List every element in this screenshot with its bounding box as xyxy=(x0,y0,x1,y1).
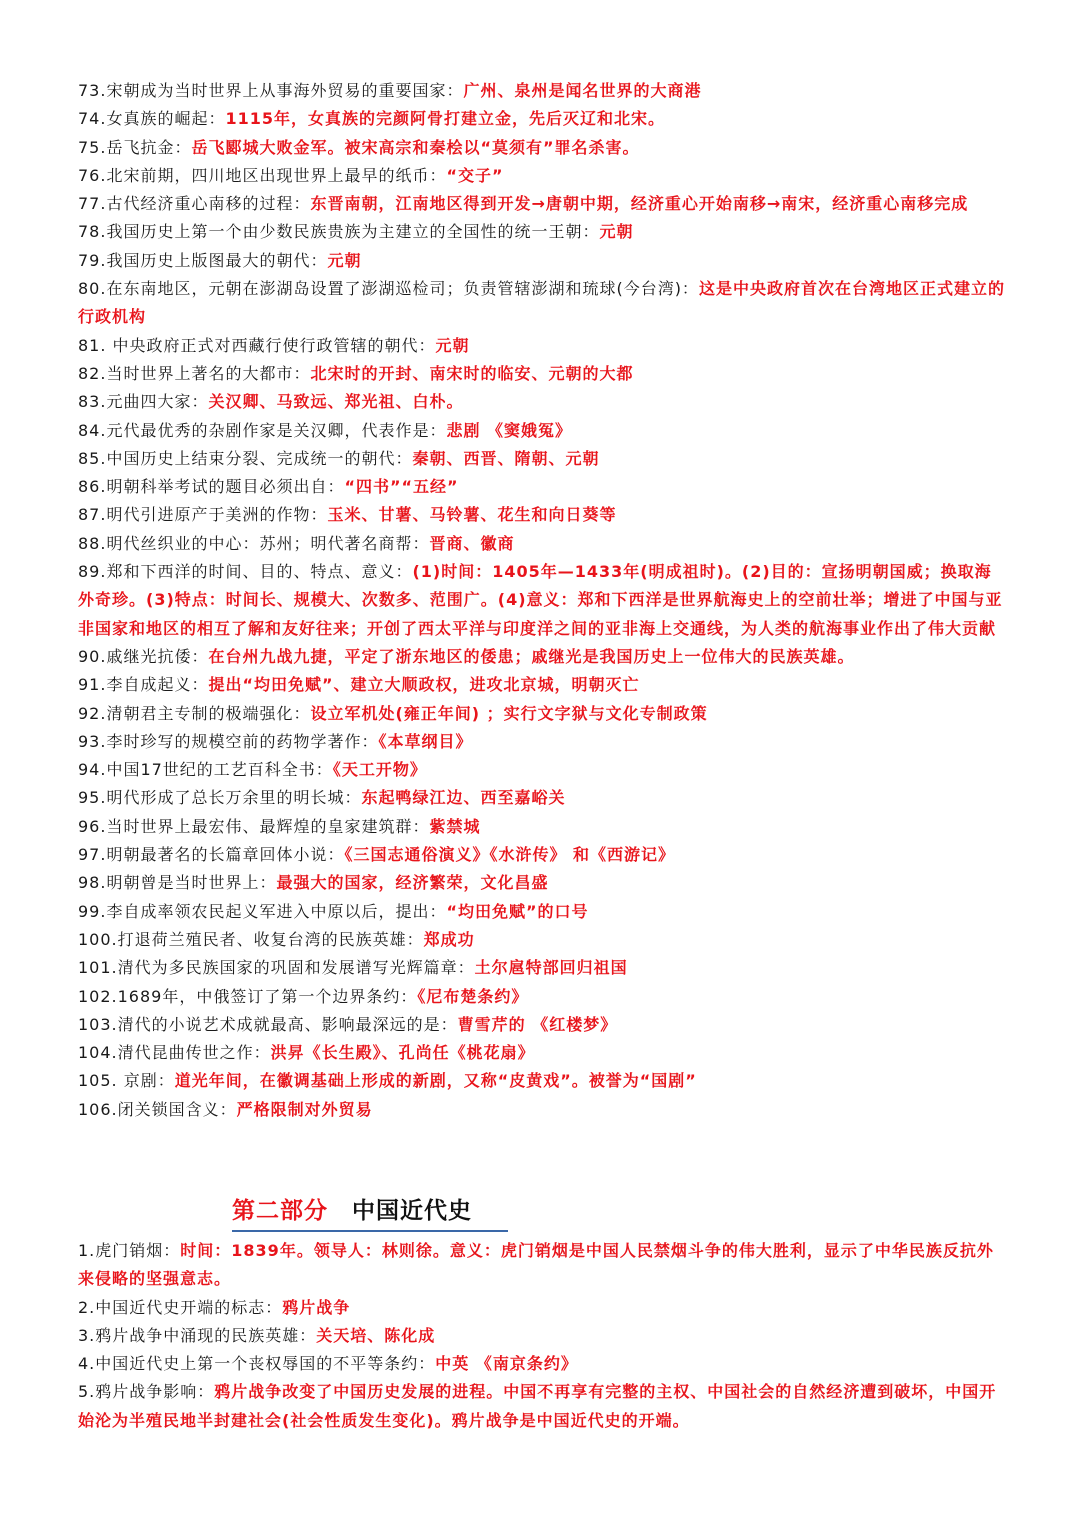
list-item xyxy=(78,643,1008,671)
question: 80.在东南地区，元朝在澎湖岛设置了澎湖巡检司；负责管辖澎湖和琉球(今台湾)： xyxy=(78,279,699,299)
section-heading xyxy=(232,1192,508,1232)
answer: 鸦片战争改变了中国历史发展的进程。中国不再享有完整的主权、中国社会的自然经济遭到破坏，中国开始沦为半殖民地半封建社会(社会性质发生变化)。鸦片战争是中国近代史的开端。 xyxy=(78,1382,997,1430)
question: 87.明代引进原产于美洲的作物： xyxy=(78,505,328,525)
question: 97.明朝最著名的长篇章回体小说： xyxy=(78,845,345,865)
answer: (1)时间：1405年—1433年(明成祖时)。(2)目的：宣扬明朝国威；换取海外奇珍。(3)特点：时间长、规模大、次数多、范围广。(4)意义：郑和下西洋是世界航海史上的空前壮举；增进了中国与亚非国家和地区的相互了解和友好往来；开创了西太平洋与印度洋之间的亚非海上交通线，为人类的航海事业作出了伟大贡献 xyxy=(78,562,1003,638)
list-item xyxy=(78,813,1008,841)
list-item xyxy=(78,473,1008,501)
question: 90.戚继光抗倭： xyxy=(78,646,209,666)
question: 1.虎门销烟： xyxy=(78,1241,181,1260)
answer: 广州、泉州是闻名世界的大商港 xyxy=(463,81,702,100)
list-item xyxy=(78,728,1008,756)
question: 85.中国历史上结束分裂、完成统一的朝代： xyxy=(78,448,413,468)
question: 96.当时世界上最宏伟、最辉煌的皇家建筑群： xyxy=(78,816,430,836)
question: 83.元曲四大家： xyxy=(78,392,209,412)
answer: 这是中央政府首次在台湾地区正式建立的行政机构 xyxy=(78,279,1005,327)
answer: 玉米、甘薯、马铃薯、花生和向日葵等 xyxy=(327,505,617,525)
list-item xyxy=(78,134,1008,162)
question: 4.中国近代史上第一个丧权辱国的不平等条约： xyxy=(78,1354,436,1374)
answer: 在台州九战九捷，平定了浙东地区的倭患；戚继光是我国历史上一位伟大的民族英雄。 xyxy=(208,646,855,666)
answer: 中英 《南京条约》 xyxy=(435,1354,578,1374)
list-item xyxy=(78,247,1008,275)
list-item xyxy=(78,162,1008,190)
question: 98.明朝曾是当时世界上： xyxy=(78,873,277,893)
list-item xyxy=(78,360,1008,388)
list-item xyxy=(78,77,1008,105)
list-item xyxy=(78,105,1008,133)
list-item xyxy=(78,1237,1008,1294)
question: 76.北宋前期，四川地区出现世界上最早的纸币： xyxy=(78,165,447,185)
answer: 1115年，女真族的完颜阿骨打建立金，先后灭辽和北宋。 xyxy=(225,109,665,129)
question: 89.郑和下西洋的时间、目的、特点、意义： xyxy=(78,562,413,582)
question: 82.当时世界上著名的大都市： xyxy=(78,363,311,383)
list-item xyxy=(78,784,1008,812)
question: 73.宋朝成为当时世界上从事海外贸易的重要国家： xyxy=(78,81,464,100)
question: 99.李自成率领农民起义军进入中原以后，提出： xyxy=(78,901,447,921)
question: 93.李时珍写的规模空前的药物学著作： xyxy=(78,731,379,751)
list-item xyxy=(78,530,1008,558)
history-qa-list-part1 xyxy=(78,77,1008,1124)
list-item xyxy=(78,1322,1008,1350)
answer: 时间：1839年。领导人：林则徐。意义：虎门销烟是中国人民禁烟斗争的伟大胜利，显示了中华民族反抗外来侵略的坚强意志。 xyxy=(78,1241,994,1289)
list-item xyxy=(78,417,1008,445)
list-item xyxy=(78,926,1008,954)
answer: 最强大的国家，经济繁荣，文化昌盛 xyxy=(276,873,549,893)
list-item xyxy=(78,218,1008,246)
question: 100.打退荷兰殖民者、收复台湾的民族英雄： xyxy=(78,929,424,949)
question: 105. 京剧： xyxy=(78,1071,175,1091)
question: 94.中国17世纪的工艺百科全书： xyxy=(78,760,333,780)
question: 79.我国历史上版图最大的朝代： xyxy=(78,250,328,270)
answer: 晋商、徽商 xyxy=(429,533,515,553)
answer: “交子” xyxy=(446,165,504,185)
question: 102.1689年，中俄签订了第一个边界条约： xyxy=(78,986,418,1006)
question: 2.中国近代史开端的标志： xyxy=(78,1297,283,1317)
list-item xyxy=(78,558,1008,643)
answer: 《尼布楚条约》 xyxy=(417,986,529,1006)
question: 78.我国历史上第一个由少数民族贵族为主建立的全国性的统一王朝： xyxy=(78,222,600,242)
list-item xyxy=(78,898,1008,926)
answer: 元朝 xyxy=(435,335,470,355)
answer: 悲剧 《窦娥冤》 xyxy=(446,420,573,440)
answer: 关汉卿、马致远、郑光祖、白朴。 xyxy=(208,392,464,412)
answer: 鸦片战争 xyxy=(282,1297,351,1317)
list-item xyxy=(78,388,1008,416)
answer: 《天工开物》 xyxy=(332,760,427,780)
list-item xyxy=(78,983,1008,1011)
question: 86.明朝科举考试的题目必须出自： xyxy=(78,477,345,497)
list-item xyxy=(78,869,1008,897)
list-item xyxy=(78,501,1008,529)
list-item xyxy=(78,332,1008,360)
answer: 岳飞郾城大败金军。被宋高宗和秦桧以“莫须有”罪名杀害。 xyxy=(191,137,640,157)
section-part-label: 第二部分 xyxy=(232,1198,328,1224)
answer: 曹雪芹的 《红楼梦》 xyxy=(457,1014,618,1034)
question: 5.鸦片战争影响： xyxy=(78,1382,215,1402)
question: 101.清代为多民族国家的巩固和发展谱写光辉篇章： xyxy=(78,958,475,978)
section-name: 中国近代史 xyxy=(352,1198,472,1224)
list-item xyxy=(78,841,1008,869)
answer: 道光年间，在徽调基础上形成的新剧，又称“皮黄戏”。被誉为“国剧” xyxy=(174,1071,697,1091)
list-item xyxy=(78,1350,1008,1378)
answer: 元朝 xyxy=(327,250,362,270)
answer: 《本草纲目》 xyxy=(378,731,473,751)
answer: 东起鸭绿江边、西至嘉峪关 xyxy=(361,788,566,808)
answer: 北宋时的开封、南宋时的临安、元朝的大都 xyxy=(310,363,634,383)
answer: 郑成功 xyxy=(423,929,475,949)
question: 77.古代经济重心南移的过程： xyxy=(78,194,311,214)
answer: 提出“均田免赋”、建立大顺政权，进攻北京城，明朝灭亡 xyxy=(208,675,640,695)
question: 91.李自成起义： xyxy=(78,675,209,695)
list-item xyxy=(78,1096,1008,1124)
list-item xyxy=(78,1039,1008,1067)
history-qa-list-part2 xyxy=(78,1237,1008,1435)
list-item xyxy=(78,700,1008,728)
answer: 秦朝、西晋、隋朝、元朝 xyxy=(412,448,600,468)
question: 81. 中央政府正式对西藏行使行政管辖的朝代： xyxy=(78,335,436,355)
question: 103.清代的小说艺术成就最高、影响最深远的是： xyxy=(78,1014,458,1034)
list-item xyxy=(78,1294,1008,1322)
question: 75.岳飞抗金： xyxy=(78,137,192,157)
list-item xyxy=(78,1067,1008,1095)
list-item xyxy=(78,1011,1008,1039)
list-item xyxy=(78,275,1008,332)
list-item xyxy=(78,1378,1008,1435)
list-item xyxy=(78,190,1008,218)
question: 88.明代丝织业的中心：苏州；明代著名商帮： xyxy=(78,533,430,553)
question: 106.闭关锁国含义： xyxy=(78,1099,237,1119)
answer: 严格限制对外贸易 xyxy=(236,1099,373,1119)
question: 92.清朝君主专制的极端强化： xyxy=(78,703,311,723)
list-item xyxy=(78,671,1008,699)
answer: 东晋南朝，江南地区得到开发→唐朝中期，经济重心开始南移→南宋，经济重心南移完成 xyxy=(310,194,969,214)
question: 84.元代最优秀的杂剧作家是关汉卿，代表作是： xyxy=(78,420,447,440)
question: 74.女真族的崛起： xyxy=(78,109,226,129)
list-item xyxy=(78,756,1008,784)
answer: 《三国志通俗演义》《水浒传》 和《西游记》 xyxy=(344,845,676,865)
answer: 关天培、陈化成 xyxy=(316,1325,436,1345)
answer: 设立军机处(雍正年间) ；实行文字狱与文化专制政策 xyxy=(310,703,708,723)
question: 95.明代形成了总长万余里的明长城： xyxy=(78,788,362,808)
answer: 元朝 xyxy=(599,222,634,242)
answer: “四书”“五经” xyxy=(344,477,459,497)
answer: “均田免赋”的口号 xyxy=(446,901,589,921)
answer: 洪昇《长生殿》、孔尚任《桃花扇》 xyxy=(270,1043,535,1063)
answer: 紫禁城 xyxy=(429,816,481,836)
list-item xyxy=(78,954,1008,982)
list-item xyxy=(78,445,1008,473)
question: 104.清代昆曲传世之作： xyxy=(78,1043,271,1063)
answer: 土尔扈特部回归祖国 xyxy=(474,958,628,978)
question: 3.鸦片战争中涌现的民族英雄： xyxy=(78,1325,317,1345)
